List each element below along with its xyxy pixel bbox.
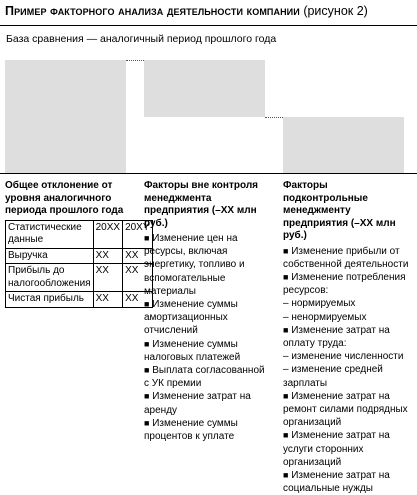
list-item-text: Изменение затрат на аренду — [144, 391, 251, 416]
list-item — [283, 297, 415, 310]
block-baseline — [5, 60, 126, 173]
list-item-text: Изменение затрат на услуги сторонних организаций — [283, 430, 390, 468]
list-item — [283, 311, 415, 324]
list-item-text: ненормируемых — [291, 311, 367, 323]
bullet-icon: ■ — [283, 469, 289, 480]
bullet-square-icon: ■ — [144, 365, 150, 376]
list-item-text: изменение средней зарплаты — [283, 364, 383, 389]
list-item-text: Изменение суммы процентов к уплате — [144, 417, 238, 443]
list-item-text: Изменение затрат на оплату труда: — [283, 324, 390, 349]
list-item-text: Изменение затрат на социальные нужды — [283, 469, 390, 495]
column-heading: Общее отклонение от уровня аналогичного периода прошлого года — [5, 180, 124, 216]
column-heading: Факторы подконтрольные менеджменту предприятия (–XX млн руб.) — [283, 180, 396, 241]
list-item-text: Изменение суммы амортизационных отчислений — [144, 299, 238, 337]
table-header-cell: 20XY — [123, 220, 152, 248]
list-item — [283, 390, 415, 430]
bullet-icon: ■ — [283, 271, 289, 282]
bullet-square-icon: ■ — [144, 391, 150, 402]
list-item — [144, 232, 272, 298]
table-row — [6, 264, 153, 292]
list-item — [144, 417, 272, 443]
bullet-square-icon: ■ — [144, 417, 150, 428]
connector-2 — [265, 117, 283, 118]
list-item-text: Изменение затрат на ремонт силами подрядных организаций — [283, 390, 408, 429]
list-item — [283, 324, 415, 350]
block-external-factors — [144, 60, 265, 117]
dash-icon: – — [283, 298, 289, 310]
list-item — [283, 429, 415, 469]
bullet-square-icon: ■ — [144, 233, 150, 243]
list-item-text: Изменение суммы налоговых платежей — [144, 338, 241, 363]
list-item — [144, 364, 272, 390]
table-row — [6, 248, 153, 264]
bullet-square-icon: ■ — [144, 299, 150, 310]
table-cell: XX — [123, 292, 152, 308]
baseline-label: База сравнения — аналогичный период прошлого года — [6, 33, 277, 45]
dash-icon: – — [283, 364, 289, 376]
bullet-square-icon: ■ — [144, 338, 150, 349]
block-controllable-factors — [283, 117, 404, 173]
bullet-icon: ■ — [283, 324, 289, 335]
table-cell: Прибыль до налогообложения — [6, 264, 94, 292]
column-external-factors — [144, 180, 272, 443]
column-heading: Факторы вне контроля менеджмента предприятия (–XX млн руб.) — [144, 180, 259, 229]
title-rule — [0, 25, 417, 26]
figure-title-bold: Пример факторного анализа деятельности компании — [5, 4, 300, 18]
connector-1 — [126, 60, 144, 61]
column-controllable-factors — [283, 180, 415, 495]
figure-title — [5, 4, 415, 18]
list-item — [283, 363, 415, 389]
dash-icon: – — [283, 311, 289, 323]
table-cell: XX — [93, 248, 122, 264]
bullet-icon: ■ — [283, 390, 289, 401]
list-item — [283, 271, 415, 297]
dash-icon: – — [283, 351, 289, 363]
list-item — [283, 350, 415, 363]
stats-table — [5, 220, 153, 308]
list-item-text: нормируемых — [291, 298, 356, 310]
list-item — [283, 469, 415, 495]
column-total-deviation — [5, 180, 150, 308]
table-cell: XX — [123, 264, 152, 292]
table-row — [6, 220, 153, 248]
list-item — [144, 338, 272, 364]
bullet-icon: ■ — [283, 245, 289, 256]
bullet-icon: ■ — [283, 430, 289, 441]
table-header-cell: 20XX — [93, 220, 122, 248]
list-item-text: Выплата согласованной с УК премии — [144, 365, 265, 390]
table-cell: XX — [123, 248, 152, 264]
list-item-text: Изменение прибыли от собственной деятельности — [283, 245, 409, 270]
list-item-text: Изменение потребления ресурсов: — [283, 271, 406, 297]
chart-baseline-rule — [0, 173, 417, 174]
table-cell: Выручка — [6, 248, 94, 264]
list-item — [144, 298, 272, 338]
list-item — [144, 390, 272, 416]
list-item — [283, 245, 415, 271]
table-cell: Чистая прибыль — [6, 292, 94, 308]
list-item-text: изменение численности — [291, 351, 404, 363]
table-cell: XX — [93, 292, 122, 308]
table-header-cell: Статистические данные — [6, 220, 94, 248]
table-cell: XX — [93, 264, 122, 292]
figure-title-suffix: (рисунок 2) — [303, 4, 368, 18]
list-item-text: Изменение цен на ресурсы, включая энергетику, топливо и вспомогательные материалы — [144, 233, 245, 297]
table-row — [6, 292, 153, 308]
